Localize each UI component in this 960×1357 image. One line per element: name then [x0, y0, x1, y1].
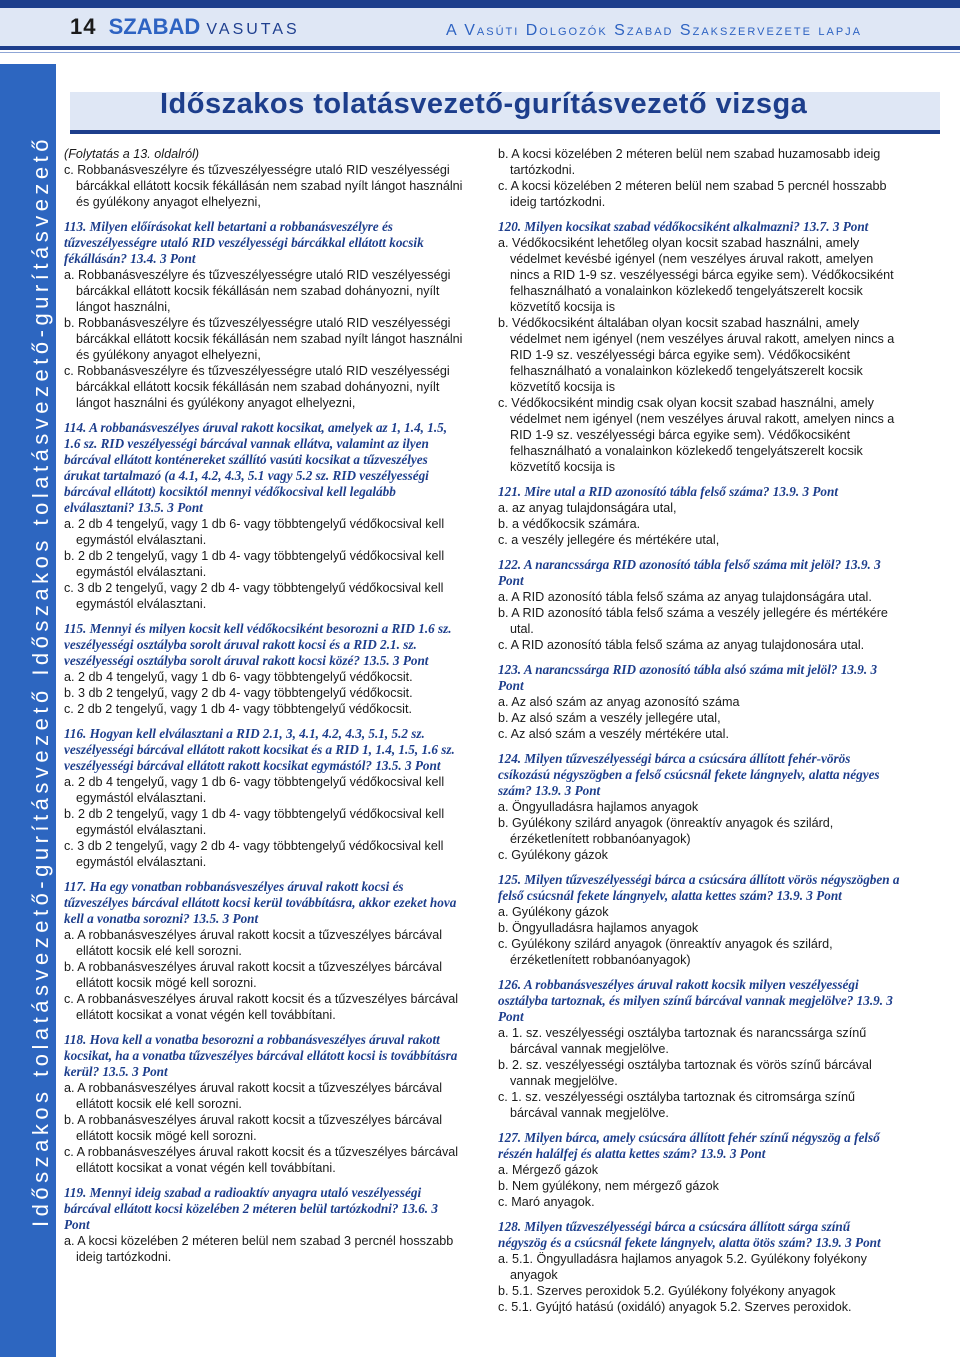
- question-block: [498, 977, 900, 1121]
- answer-option: c. a veszély jellegére és mértékére utal,: [498, 533, 720, 547]
- question-block: [498, 872, 900, 968]
- page-title: Időszakos tolatásvezető-gurításvezető vizsga: [160, 88, 808, 120]
- header-tagline: A Vasúti Dolgozók Szabad Szakszervezete lapja: [446, 22, 862, 39]
- lead-options: [64, 162, 465, 210]
- question-block: [64, 1032, 465, 1176]
- answer-option: a. Öngyulladásra hajlamos anyagok: [498, 800, 699, 814]
- answer-option: b. A robbanásveszélyes áruval rakott kocsit a tűzveszélyes bárcával ellátott kocsik mögé kell sorozni.: [64, 960, 443, 990]
- answer-option: b. 2 db 2 tengelyű, vagy 1 db 4- vagy többtengelyű védőkocsival kell egymástól elválasztani.: [64, 807, 445, 837]
- header-top-rule: [0, 0, 960, 8]
- answer-option: b. 2. sz. veszélyességi osztályba tartoznak és vörös színű bárcával vannak megjelölve.: [498, 1058, 872, 1088]
- brand-bold: SZABAD: [108, 14, 201, 39]
- question-text: 122. A narancssárga RID azonosító tábla felső száma mit jelöl? 13.9. 3 Pont: [498, 557, 881, 588]
- answer-option: b. Védőkocsiként általában olyan kocsit szabad használni, amely védelmet nem igényel (nem veszélyes áruval rakott, amelyen nincs a RID 1-9 sz. veszélyességi bárca egyike sem). Védőkocsiként felhasználható a vonalainkon közlekedő tengelyátszerelt kocsik közvetítő kocsija is: [498, 316, 895, 394]
- answer-option: a. A robbanásveszélyes áruval rakott kocsit a tűzveszélyes bárcával ellátott kocsik elé kell sorozni.: [64, 928, 443, 958]
- question-block: [498, 1219, 900, 1315]
- answer-option: c. 2 db 2 tengelyű, vagy 1 db 4- vagy többtengelyű védőkocsit.: [64, 702, 412, 716]
- answer-option: a. A kocsi közelében 2 méteren belül nem szabad 3 percnél hosszabb ideig tartózkodni.: [64, 1234, 454, 1264]
- question-text: 117. Ha egy vonatban robbanásveszélyes áruval rakott kocsi és tűzveszélyes bárcával ellátott kocsi kerül továbbításra, akkor ezeket hova kell a vonatba sorozni? 13.5. 3 Pont: [64, 879, 457, 926]
- question-block: [498, 1130, 900, 1210]
- answer-option: b. 3 db 2 tengelyű, vagy 2 db 4- vagy többtengelyű védőkocsit.: [64, 686, 413, 700]
- option-text: b. A kocsi közelében 2 méteren belül nem szabad huzamosabb ideig tartózkodni.: [498, 147, 881, 177]
- question-text: 119. Mennyi ideig szabad a radioaktív anyagra utaló veszélyességi bárcával ellátott kocsi közelében 2 méteren belül tartózkodni? 13.6. 3 Pont: [64, 1185, 438, 1232]
- answer-option: b. Gyúlékony szilárd anyagok (önreaktív anyagok és szilárd, érzéketlenített robbanóanyagok): [498, 816, 834, 846]
- answer-option: b. A RID azonosító tábla felső száma a veszély jellegére és mértékére utal.: [498, 606, 888, 636]
- question-block: [498, 557, 900, 653]
- answer-option: b. a védőkocsik számára.: [498, 517, 641, 531]
- side-band-text: Időszakos tolatásvezető-gurításvezető Időszakos tolatásvezető-gurításvezető: [28, 134, 53, 1227]
- question-block: [64, 219, 465, 411]
- answer-option: a. A RID azonosító tábla felső száma az anyag tulajdonságára utal.: [498, 590, 872, 604]
- question-block: [64, 726, 465, 870]
- answer-option: c. 1. sz. veszélyességi osztályba tartoznak és citromsárga színű bárcával vannak megjelölve.: [498, 1090, 855, 1120]
- question-text: 114. A robbanásveszélyes áruval rakott kocsikat, amelyek az 1, 1.4, 1.5, 1.6 sz. RID veszélyességi bárcával vannak ellátva, valamint az ilyen bárcával ellátott konténereket szállító vasúti kocsikat a tűzveszélyes árukat tartalmazó (a 4.1, 4.2, 4.3, 5.1 vagy 5.2 sz. RID veszélyességi bárcával ellátott) kocsiktól mennyi védőkocsival kell legalább elválasztani? 13.5. 3 Pont: [64, 420, 448, 515]
- answer-option: c. Védőkocsiként mindig csak olyan kocsit szabad használni, amely védelmet nem igényel (nem veszélyes áruval rakott, amelyen nincs a RID 1-9 sz. veszélyességi bárca egyike sem). Védőkocsiként felhasználható a vonalainkon közlekedő tengelyátszerelt kocsik közvetítő kocsija is: [498, 396, 895, 474]
- question-block: [498, 484, 900, 548]
- answer-option: b. Robbanásveszélyre és tűzveszélyességre utaló RID veszélyességi bárcákkal ellátott kocsik fékállásán nem szabad nyílt lángot használni és gyúlékony anyagot elhelyezni,: [64, 316, 463, 362]
- answer-option: a. Az alsó szám az anyag azonosító száma: [498, 695, 740, 709]
- answer-option: a. 2 db 4 tengelyű, vagy 1 db 6- vagy többtengelyű védőkocsival kell egymástól elválasztani.: [64, 517, 445, 547]
- answer-option: a. Védőkocsiként lehetőleg olyan kocsit szabad használni, amely védelmet kevésbé igényel (nem veszélyes áruval rakott, amelyen nincs a RID 1-9 sz. veszélyességi bárca egyike sem). Védőkocsiként felhasználható a vonalainkon közlekedő tengelyátszerelt kocsik közvetítő kocsija is: [498, 236, 894, 314]
- question-text: 123. A narancssárga RID azonosító tábla alsó száma mit jelöl? 13.9. 3 Pont: [498, 662, 878, 693]
- answer-option: c. 3 db 2 tengelyű, vagy 2 db 4- vagy többtengelyű védőkocsival kell egymástól elválasztani.: [64, 581, 444, 611]
- answer-option: c. 5.1. Gyújtó hatású (oxidáló) anyagok 5.2. Szerves peroxidok.: [498, 1300, 852, 1314]
- header-thin-rule: [0, 52, 960, 53]
- right-column: [498, 146, 900, 1324]
- answer-option: c. Gyúlékony szilárd anyagok (önreaktív anyagok és szilárd, érzéketlenített robbanóanyagok): [498, 937, 833, 967]
- question-block: [64, 1185, 465, 1265]
- answer-option: c. A robbanásveszélyes áruval rakott kocsit és a tűzveszélyes bárcával ellátott kocsikat a vonat végén kell továbbítani.: [64, 1145, 459, 1175]
- question-text: 120. Milyen kocsikat szabad védőkocsiként alkalmazni? 13.7. 3 Pont: [498, 219, 869, 234]
- answer-option: c. Gyúlékony gázok: [498, 848, 608, 862]
- answer-option: a. 2 db 4 tengelyű, vagy 1 db 6- vagy többtengelyű védőkocsit.: [64, 670, 413, 684]
- question-text: 124. Milyen tűzveszélyességi bárca a csúcsára állított fehér-vörös csíkozású négyszögben a felső csúcsnál fekete lángnyelv, alatta négyes szám? 13.9. 3 Pont: [498, 751, 880, 798]
- masthead: [70, 14, 300, 40]
- answer-option: c. 3 db 2 tengelyű, vagy 2 db 4- vagy többtengelyű védőkocsival kell egymástól elválasztani.: [64, 839, 444, 869]
- right-questions: [498, 219, 900, 1315]
- answer-option: c. Robbanásveszélyre és tűzveszélyességre utaló RID veszélyességi bárcákkal ellátott kocsik fékállásán nem szabad dohányozni, nyílt lángot használni és gyúlékony anyagot elhelyezni,: [64, 364, 450, 410]
- answer-option: b. 2 db 2 tengelyű, vagy 1 db 4- vagy többtengelyű védőkocsival kell egymástól elválasztani.: [64, 549, 445, 579]
- left-column: [64, 146, 465, 1274]
- question-block: [498, 751, 900, 863]
- page-number: 14: [70, 14, 97, 39]
- question-text: 128. Milyen tűzveszélyességi bárca a csúcsára állított sárga színű négyszög és a csúcsnál fekete lángnyelv, alatta ötös szám? 13.9. 3 Pont: [498, 1219, 881, 1250]
- question-block: [64, 420, 465, 612]
- answer-option: b. Az alsó szám a veszély jellegére utal,: [498, 711, 721, 725]
- question-block: [64, 879, 465, 1023]
- option-text: c. A kocsi közelében 2 méteren belül nem szabad 5 percnél hosszabb ideig tartózkodni.: [498, 179, 887, 209]
- option-text: c. Robbanásveszélyre és tűzveszélyességre utaló RID veszélyességi bárcákkal ellátott kocsik fékállásán nem szabad nyílt lángot használni és gyúlékony anyagot elhelyezni,: [64, 163, 463, 209]
- page-header: [0, 0, 960, 64]
- answer-option: c. A robbanásveszélyes áruval rakott kocsit és a tűzveszélyes bárcával ellátott kocsikat a vonat végén kell továbbítani.: [64, 992, 459, 1022]
- left-questions: [64, 219, 465, 1265]
- question-text: 127. Milyen bárca, amely csúcsára állított fehér színű négyszög a felső részén halálfej és alatta kettes szám? 13.9. 3 Pont: [498, 1130, 880, 1161]
- question-block: [498, 662, 900, 742]
- answer-option: a. az anyag tulajdonságára utal,: [498, 501, 677, 515]
- answer-option: a. Gyúlékony gázok: [498, 905, 609, 919]
- question-text: 113. Milyen előírásokat kell betartani a robbanásveszélyre és tűzveszélyességre utaló RID veszélyességi bárcákkal ellátott kocsik fékállásán? 13.4. 3 Pont: [64, 219, 424, 266]
- brand-light: VASUTAS: [206, 21, 300, 38]
- question-text: 126. A robbanásveszélyes áruval rakott kocsik milyen veszélyességi osztályba tartoznak, és milyen színű bárcával vannak megjelölve? 13.9. 3 Pont: [498, 977, 893, 1024]
- answer-option: b. A robbanásveszélyes áruval rakott kocsit a tűzveszélyes bárcával ellátott kocsik mögé kell sorozni.: [64, 1113, 443, 1143]
- answer-option: b. Nem gyúlékony, nem mérgező gázok: [498, 1179, 719, 1193]
- answer-option: a. Robbanásveszélyre és tűzveszélyességre utaló RID veszélyességi bárcákkal ellátott kocsik fékállásán nem szabad dohányozni, nyílt lángot használni,: [64, 268, 451, 314]
- answer-option: c. Maró anyagok.: [498, 1195, 595, 1209]
- title-block: [70, 82, 940, 134]
- question-text: 125. Milyen tűzveszélyességi bárca a csúcsára állított vörös négyszögben a felső csúcsnál fekete lángnyelv, alatta kettes szám? 13.9. 3 Pont: [498, 872, 900, 903]
- question-text: 116. Hogyan kell elválasztani a RID 2.1, 3, 4.1, 4.2, 4.3, 5.1, 5.2 sz. veszélyességi bárcával ellátott rakott kocsikat és a RID 1, 1.4, 1.5, 1.6 sz. veszélyességi bárcával ellátott rakott kocsikat egymástól? 13.5. 3 Pont: [64, 726, 455, 773]
- question-block: [64, 621, 465, 717]
- answer-option: a. 5.1. Öngyulladásra hajlamos anyagok 5.2. Gyúlékony folyékony anyagok: [498, 1252, 867, 1282]
- question-text: 115. Mennyi és milyen kocsit kell védőkocsiként besorozni a RID 1.6 sz. veszélyességi osztályba sorolt áruval rakott kocsi és a RID 2.1. sz. veszélyességi osztályba sorolt áruval rakott kocsi közé? 13.5. 3 Pont: [64, 621, 452, 668]
- continuation-note: (Folytatás a 13. oldalról): [64, 147, 200, 161]
- answer-option: a. Mérgező gázok: [498, 1163, 599, 1177]
- question-block: [498, 219, 900, 475]
- lead-options: [498, 146, 900, 210]
- answer-option: c. Az alsó szám a veszély mértékére utal.: [498, 727, 729, 741]
- answer-option: b. 5.1. Szerves peroxidok 5.2. Gyúlékony folyékony anyagok: [498, 1284, 836, 1298]
- answer-option: a. 1. sz. veszélyességi osztályba tartoznak és narancssárga színű bárcával vannak megjelölve.: [498, 1026, 867, 1056]
- question-text: 118. Hova kell a vonatba besorozni a robbanásveszélyes áruval rakott kocsikat, ha a vonatba tűzveszélyes bárcával ellátott kocsi is továbbításra kerül? 13.5. 3 Pont: [64, 1032, 458, 1079]
- answer-option: c. A RID azonosító tábla felső száma az anyag tulajdonosára utal.: [498, 638, 865, 652]
- answer-option: a. 2 db 4 tengelyű, vagy 1 db 6- vagy többtengelyű védőkocsival kell egymástól elválasztani.: [64, 775, 445, 805]
- header-bottom-rule: [0, 46, 960, 50]
- question-text: 121. Mire utal a RID azonosító tábla felső száma? 13.9. 3 Pont: [498, 484, 838, 499]
- answer-option: a. A robbanásveszélyes áruval rakott kocsit a tűzveszélyes bárcával ellátott kocsik elé kell sorozni.: [64, 1081, 443, 1111]
- answer-option: b. Öngyulladásra hajlamos anyagok: [498, 921, 699, 935]
